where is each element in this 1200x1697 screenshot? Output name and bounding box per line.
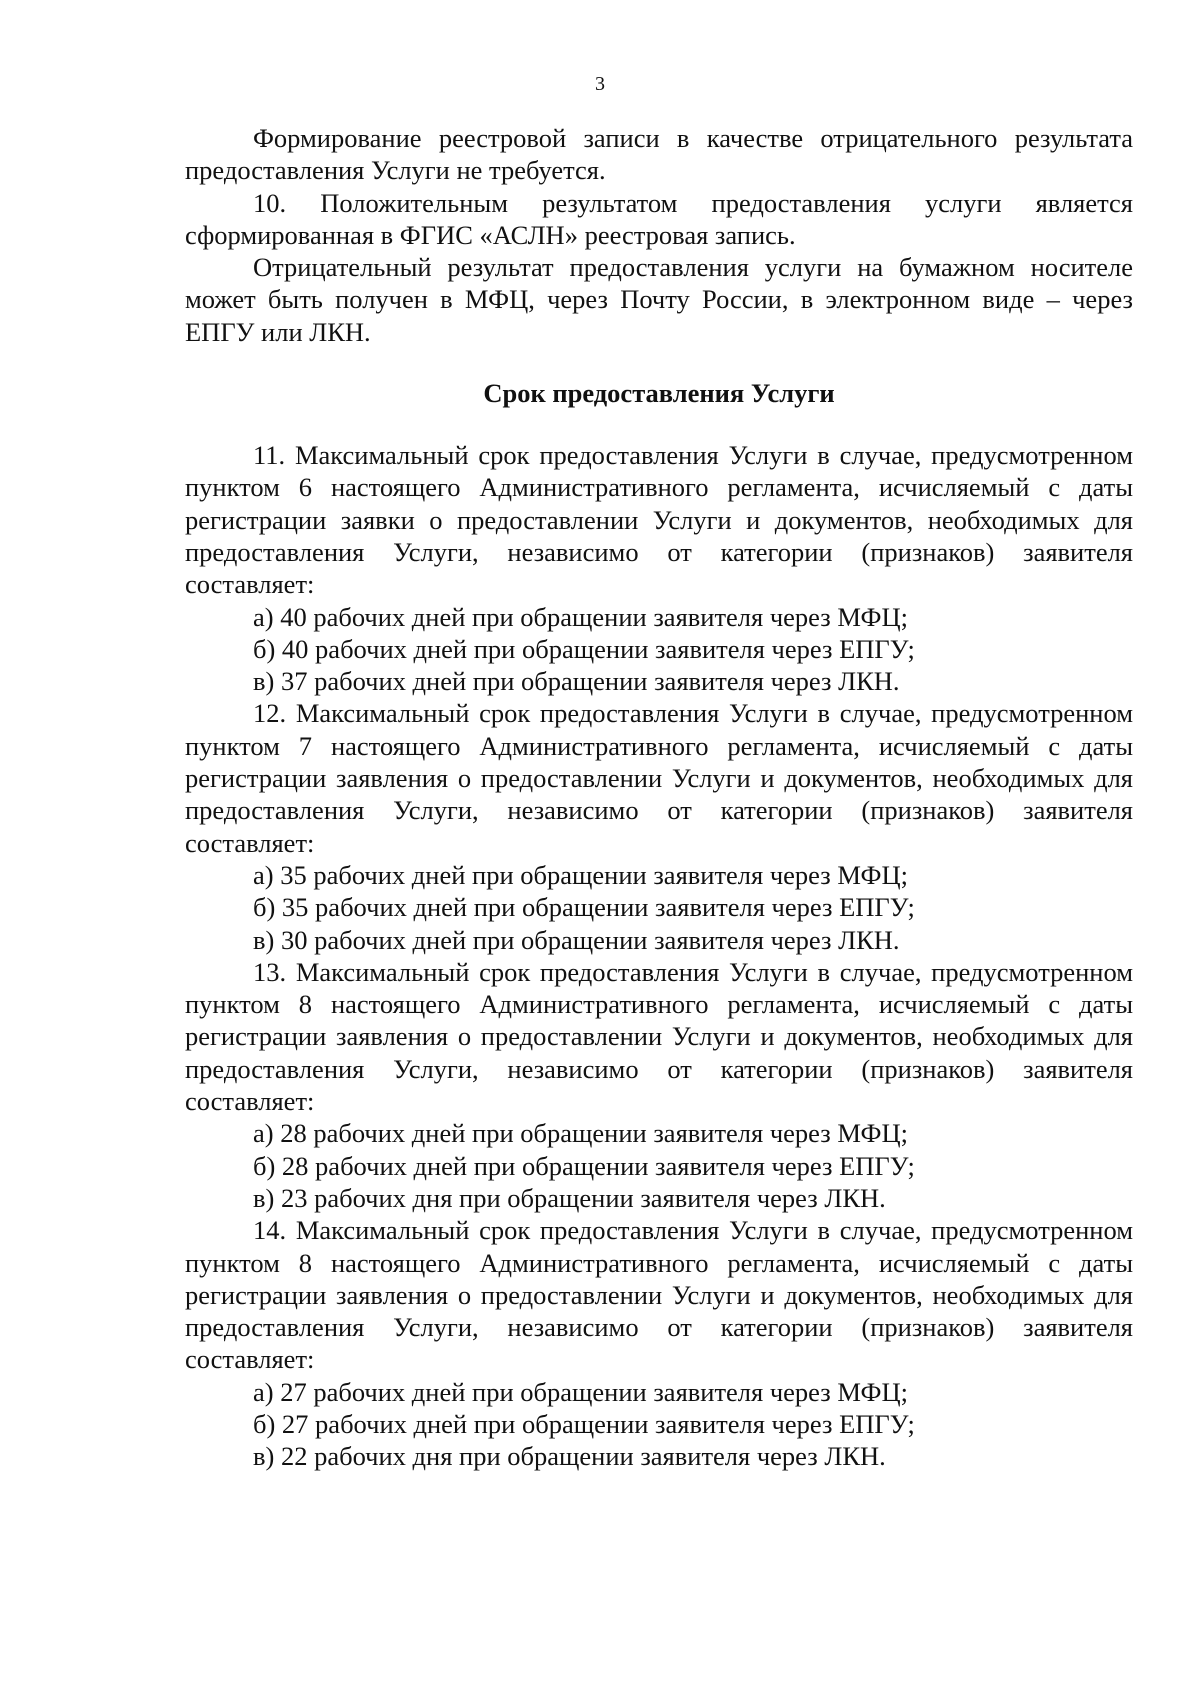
- paragraph-negative-record: Формирование реестровой записи в качестве отрицательного результата предоставления Услуги не требуется.: [185, 123, 1133, 186]
- item-text: 14. Максимальный срок предоставления Услуги в случае, предусмотренном пунктом 8 настоящего Административного регламента, исчисляемый с даты регистрации заявления о предоставлении Услуги и документов, необходимых для предоставления Услуги, независимо от категории (признаков) заявителя составляет:: [185, 1215, 1133, 1375]
- subitem: а) 27 рабочих дней при обращении заявителя через МФЦ;: [253, 1376, 908, 1407]
- subitem: а) 40 рабочих дней при обращении заявителя через МФЦ;: [253, 601, 908, 632]
- item-13: [185, 956, 1133, 1214]
- subitem: а) 28 рабочих дней при обращении заявителя через МФЦ;: [253, 1118, 908, 1149]
- subitem: б) 28 рабочих дней при обращении заявителя через ЕПГУ;: [253, 1150, 915, 1181]
- subitem: в) 37 рабочих дней при обращении заявителя через ЛКН.: [253, 666, 900, 697]
- item-text: 12. Максимальный срок предоставления Услуги в случае, предусмотренном пунктом 7 настоящего Административного регламента, исчисляемый с даты регистрации заявления о предоставлении Услуги и документов, необходимых для предоставления Услуги, независимо от категории (признаков) заявителя составляет:: [185, 698, 1133, 858]
- section-heading: Срок предоставления Услуги: [483, 378, 835, 409]
- item-text: 13. Максимальный срок предоставления Услуги в случае, предусмотренном пунктом 8 настоящего Административного регламента, исчисляемый с даты регистрации заявления о предоставлении Услуги и документов, необходимых для предоставления Услуги, независимо от категории (признаков) заявителя составляет:: [185, 956, 1133, 1117]
- page-number: 3: [595, 73, 605, 95]
- item-text: 11. Максимальный срок предоставления Услуги в случае, предусмотренном пунктом 6 настоящего Административного регламента, исчисляемый с даты регистрации заявки о предоставлении Услуги и документов, необходимых для предоставления Услуги, независимо от категории (признаков) заявителя составляет:: [185, 440, 1133, 600]
- subitem: б) 27 рабочих дней при обращении заявителя через ЕПГУ;: [253, 1408, 915, 1439]
- item-14: [185, 1214, 1133, 1472]
- subitem: б) 35 рабочих дней при обращении заявителя через ЕПГУ;: [253, 892, 915, 923]
- item-11: [185, 439, 1133, 697]
- subitem: в) 23 рабочих дня при обращении заявителя через ЛКН.: [253, 1182, 886, 1213]
- paragraph-item-10: 10. Положительным результатом предоставления услуги является сформированная в ФГИС «АСЛН» реестровая запись.: [185, 187, 1133, 250]
- item-12: [185, 697, 1133, 955]
- document-body: [185, 122, 1133, 1473]
- subitem: б) 40 рабочих дней при обращении заявителя через ЕПГУ;: [253, 633, 915, 664]
- subitem: в) 22 рабочих дня при обращении заявителя через ЛКН.: [253, 1441, 886, 1472]
- subitem: в) 30 рабочих дней при обращении заявителя через ЛКН.: [253, 924, 900, 955]
- subitem: а) 35 рабочих дней при обращении заявителя через МФЦ;: [253, 859, 908, 890]
- paragraph-negative-result-delivery: Отрицательный результат предоставления услуги на бумажном носителе может быть получен в МФЦ, через Почту России, в электронном виде – через ЕПГУ или ЛКН.: [185, 252, 1133, 347]
